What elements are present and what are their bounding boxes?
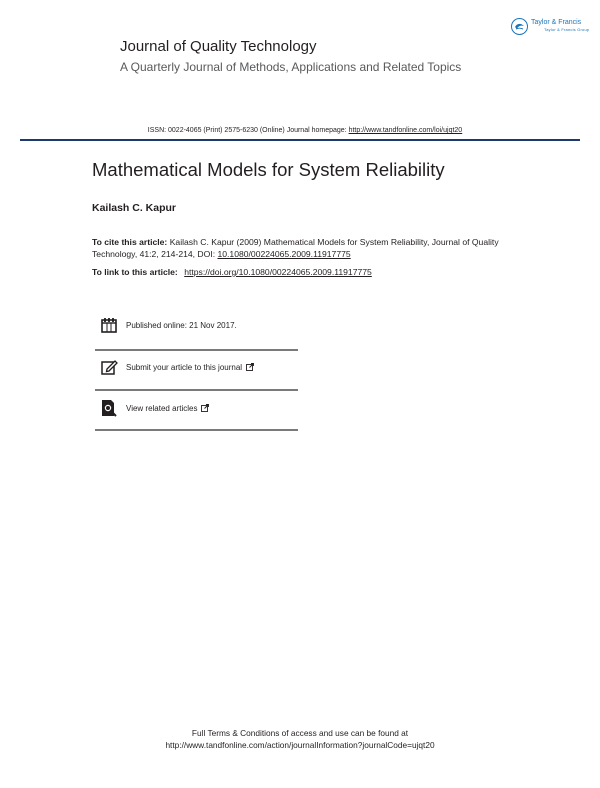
box-divider <box>95 349 298 351</box>
journal-title: Journal of Quality Technology <box>120 38 317 55</box>
terms-footer <box>0 727 600 751</box>
cite-doi-link[interactable]: 10.1080/00224065.2009.11917775 <box>217 249 351 259</box>
citation-block <box>92 236 522 260</box>
issn-line <box>0 127 600 134</box>
publisher-group: Taylor & Francis Group <box>544 27 590 32</box>
taylor-francis-logo-icon <box>511 18 528 35</box>
box-divider <box>95 389 298 391</box>
external-link-icon <box>201 404 209 412</box>
submit-article-label: Submit your article to this journal <box>126 362 243 372</box>
related-articles-label: View related articles <box>126 403 198 413</box>
published-online-row <box>100 315 237 335</box>
calendar-icon <box>100 316 118 334</box>
published-date: Published online: 21 Nov 2017. <box>126 320 237 330</box>
search-document-icon <box>100 399 118 417</box>
link-label: To link to this article: <box>92 267 178 277</box>
edit-icon <box>100 358 118 376</box>
journal-homepage-link[interactable]: http://www.tandfonline.com/loi/ujqt20 <box>348 127 463 134</box>
related-articles-link[interactable] <box>100 398 209 418</box>
journal-subtitle: A Quarterly Journal of Methods, Applications and Related Topics <box>120 60 462 74</box>
issn-text: ISSN: 0022-4065 (Print) 2575-6230 (Online) Journal homepage: <box>147 127 347 134</box>
article-author: Kailash C. Kapur <box>92 202 177 214</box>
terms-link[interactable]: http://www.tandfonline.com/action/journalInformation?journalCode=ujqt20 <box>165 740 435 750</box>
publisher-name: Taylor & Francis <box>531 19 582 26</box>
article-link-row <box>92 267 372 277</box>
terms-text: Full Terms & Conditions of access and use can be found at <box>191 728 409 738</box>
box-divider <box>95 429 298 431</box>
submit-article-link[interactable] <box>100 357 254 377</box>
cite-label: To cite this article: <box>92 237 168 247</box>
cite-text: Kailash C. Kapur (2009) Mathematical Models for System Reliability, Journal of Quality Technology, 41:2, 214-214, DOI: <box>92 237 499 259</box>
article-doi-link[interactable]: https://doi.org/10.1080/00224065.2009.11917775 <box>184 267 372 277</box>
external-link-icon <box>246 363 254 371</box>
publisher-logo[interactable] <box>511 17 590 39</box>
header-divider <box>20 139 580 141</box>
article-title: Mathematical Models for System Reliability <box>92 159 445 180</box>
